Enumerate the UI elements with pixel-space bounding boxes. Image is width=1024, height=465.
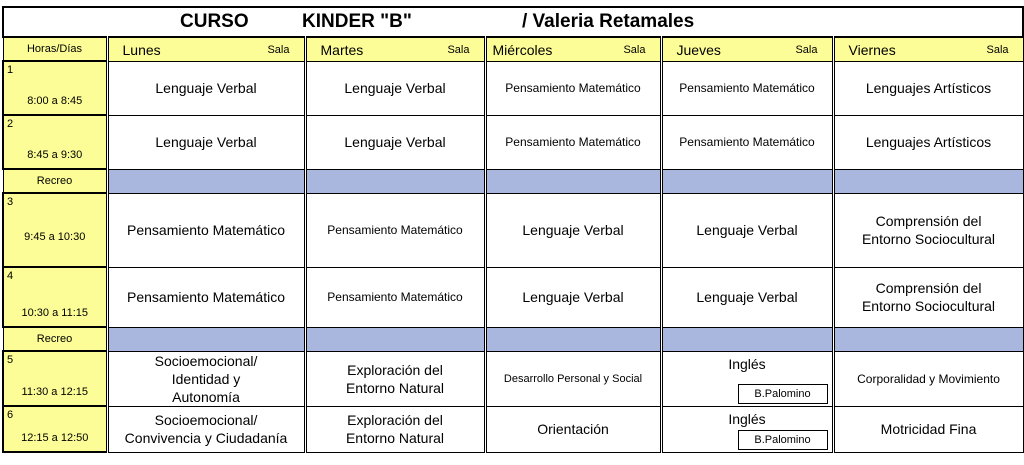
block-row-3 bbox=[3, 193, 1023, 267]
day-name: Lunes bbox=[122, 42, 161, 58]
recreo-band bbox=[485, 169, 661, 193]
day-header-wednesday bbox=[485, 37, 661, 61]
class-cell: Lenguaje Verbal bbox=[485, 193, 661, 267]
recreo-label: Recreo bbox=[3, 327, 107, 351]
class-cell: Exploración del Entorno Natural bbox=[305, 406, 485, 452]
block-row-2 bbox=[3, 115, 1023, 169]
block-time: 11:30 a 12:15 bbox=[21, 386, 88, 398]
sala-label: Sala bbox=[795, 44, 818, 56]
class-cell: Comprensión del Entorno Sociocultural bbox=[833, 267, 1023, 327]
hour-cell bbox=[3, 351, 107, 406]
hour-cell bbox=[3, 61, 107, 115]
title-row bbox=[3, 7, 1023, 37]
recreo-band bbox=[485, 327, 661, 351]
block-number: 1 bbox=[7, 64, 14, 76]
schedule-table bbox=[2, 6, 1024, 453]
block-number: 3 bbox=[7, 196, 14, 208]
class-cell: Pensamiento Matemático bbox=[485, 61, 661, 115]
class-cell: Lenguaje Verbal bbox=[107, 61, 305, 115]
class-cell: Motricidad Fina bbox=[833, 406, 1023, 452]
day-header-tuesday bbox=[305, 37, 485, 61]
block-time: 12:15 a 12:50 bbox=[21, 432, 89, 444]
class-label: Inglés bbox=[728, 410, 766, 427]
hour-cell bbox=[3, 267, 107, 327]
class-cell: Exploración del Entorno Natural bbox=[305, 351, 485, 406]
day-name: Jueves bbox=[676, 42, 721, 58]
sala-label: Sala bbox=[623, 44, 646, 56]
class-cell: Desarrollo Personal y Social bbox=[485, 351, 661, 406]
hour-cell bbox=[3, 193, 107, 267]
block-row-5 bbox=[3, 351, 1023, 406]
ingles-cell bbox=[661, 406, 833, 452]
block-number: 5 bbox=[7, 354, 14, 366]
class-cell: Orientación bbox=[485, 406, 661, 452]
class-cell: Pensamiento Matemático bbox=[305, 193, 485, 267]
hour-cell bbox=[3, 115, 107, 169]
block-time: 9:45 a 10:30 bbox=[24, 231, 86, 243]
class-cell: Lenguajes Artísticos bbox=[833, 61, 1023, 115]
recreo-band bbox=[661, 327, 833, 351]
day-header-thursday bbox=[661, 37, 833, 61]
class-cell: Lenguaje Verbal bbox=[305, 115, 485, 169]
class-cell: Lenguajes Artísticos bbox=[833, 115, 1023, 169]
class-cell: Socioemocional/ Convivencia y Ciudadanía bbox=[107, 406, 305, 452]
recreo-band bbox=[107, 327, 305, 351]
recreo-band bbox=[107, 169, 305, 193]
class-cell: Corporalidad y Movimiento bbox=[833, 351, 1023, 406]
class-cell: Lenguaje Verbal bbox=[661, 267, 833, 327]
class-cell: Pensamiento Matemático bbox=[107, 193, 305, 267]
hour-cell bbox=[3, 406, 107, 452]
class-cell: Pensamiento Matemático bbox=[661, 61, 833, 115]
class-cell: Socioemocional/ Identidad y Autonomía bbox=[107, 351, 305, 406]
class-cell: Pensamiento Matemático bbox=[485, 115, 661, 169]
day-header-monday bbox=[107, 37, 305, 61]
recreo-band bbox=[833, 169, 1023, 193]
class-cell: Lenguaje Verbal bbox=[107, 115, 305, 169]
class-cell: Pensamiento Matemático bbox=[661, 115, 833, 169]
recreo-band bbox=[305, 169, 485, 193]
recreo-label: Recreo bbox=[3, 169, 107, 193]
teacher-note: B.Palomino bbox=[738, 384, 828, 404]
recreo-band bbox=[305, 327, 485, 351]
header-row bbox=[3, 37, 1023, 61]
teacher-note: B.Palomino bbox=[738, 430, 828, 450]
recreo-band bbox=[661, 169, 833, 193]
day-header-friday bbox=[833, 37, 1023, 61]
recreo-band bbox=[833, 327, 1023, 351]
block-row-4 bbox=[3, 267, 1023, 327]
title-kinder: KINDER "B" bbox=[302, 11, 412, 32]
block-time: 8:00 a 8:45 bbox=[27, 95, 83, 107]
block-number: 2 bbox=[7, 118, 14, 130]
sala-label: Sala bbox=[986, 44, 1009, 56]
day-name: Miércoles bbox=[492, 42, 553, 58]
block-time: 8:45 a 9:30 bbox=[27, 149, 83, 161]
block-time: 10:30 a 11:15 bbox=[21, 307, 88, 319]
sala-label: Sala bbox=[447, 44, 470, 56]
block-number: 4 bbox=[7, 270, 14, 282]
class-cell: Comprensión del Entorno Sociocultural bbox=[833, 193, 1023, 267]
class-cell: Pensamiento Matemático bbox=[305, 267, 485, 327]
recreo-row-2 bbox=[3, 327, 1023, 351]
class-cell: Lenguaje Verbal bbox=[485, 267, 661, 327]
class-cell: Lenguaje Verbal bbox=[661, 193, 833, 267]
class-label: Inglés bbox=[728, 355, 766, 372]
class-cell: Lenguaje Verbal bbox=[305, 61, 485, 115]
title-cell bbox=[3, 7, 1023, 37]
block-row-1 bbox=[3, 61, 1023, 115]
class-cell: Pensamiento Matemático bbox=[107, 267, 305, 327]
sala-label: Sala bbox=[267, 44, 290, 56]
recreo-row-1 bbox=[3, 169, 1023, 193]
title-teacher: / Valeria Retamales bbox=[522, 11, 695, 32]
block-number: 6 bbox=[7, 409, 14, 421]
block-row-6 bbox=[3, 406, 1023, 452]
hours-days-header: Horas/Días bbox=[3, 37, 107, 61]
ingles-cell bbox=[661, 351, 833, 406]
title-curso: CURSO bbox=[180, 11, 249, 32]
day-name: Viernes bbox=[848, 42, 896, 58]
day-name: Martes bbox=[320, 42, 364, 58]
